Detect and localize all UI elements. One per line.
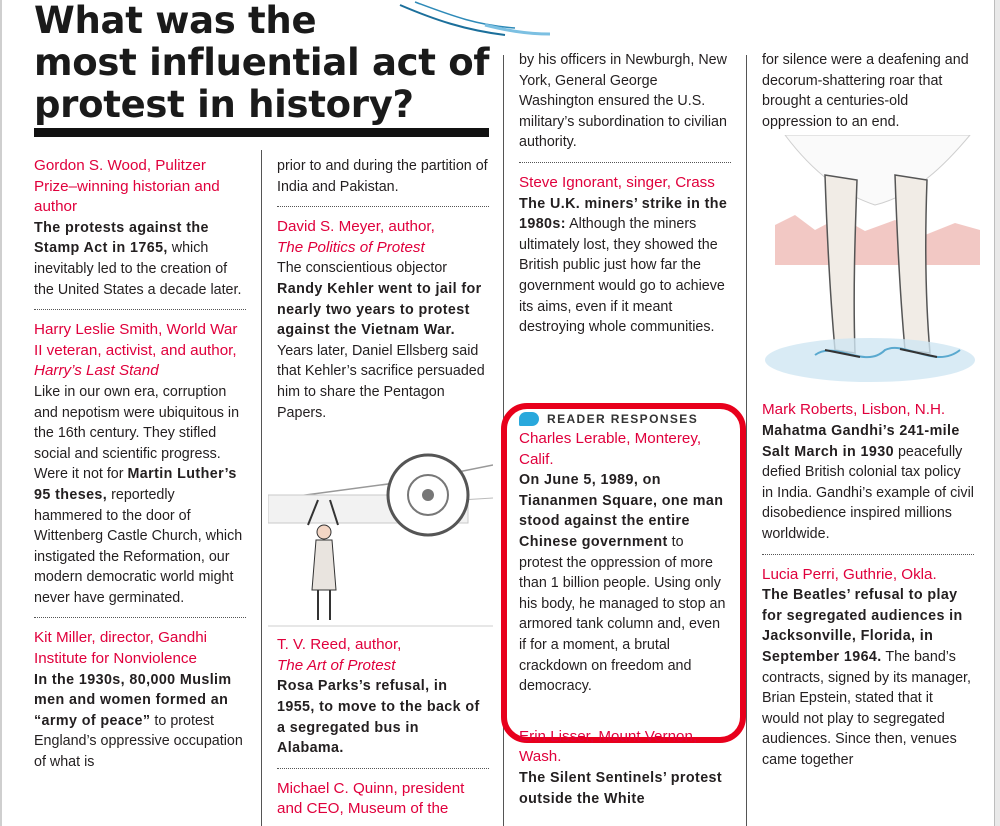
entry-divider xyxy=(34,309,246,310)
continued-text: for silence were a deafening and decorum-shattering roar that brought a centuries-old oppression to an end. xyxy=(762,52,969,130)
entry-divider xyxy=(762,554,974,555)
entry-divider xyxy=(277,768,489,769)
response-lead: Randy Kehler went to jail for nearly two years to protest against the Vietnam War. xyxy=(277,280,482,339)
response-body: which inevitably led to the creation of the United States a decade later. xyxy=(34,240,242,298)
response-lead: Rosa Parks’s refusal, in 1955, to move to the back of a segregated bus in Alabama. xyxy=(277,678,480,757)
reader-tag-text: READER RESPONSES xyxy=(547,411,699,426)
column-3 xyxy=(519,50,731,338)
response-body: to protest England’s oppressive occupation of what is xyxy=(34,712,243,771)
response-text xyxy=(34,670,246,773)
entry-divider xyxy=(34,617,246,618)
byline-erin-lisser: Erin Lisser, Mount Vernon, Wash. xyxy=(519,727,698,766)
response-body: Like in our own era, corruption and nepotism were ubiquitous in the 16th century. They stifled social and scientific progress. Were it not for xyxy=(34,383,240,483)
response-body: to protest the oppression of more than 1 billion people. Using only his body, he managed to stop an armored tank column and, even if for a moment, a brutal crackdown on freedom and democracy. xyxy=(519,533,726,695)
byline-gordon-wood: Gordon S. Wood, Pulitzer Prize–winning historian and author xyxy=(34,157,220,216)
response-text xyxy=(277,676,489,758)
response-body: Years later, Daniel Ellsberg said that Kehler’s sacrifice persuaded him to share the Pentagon Papers. xyxy=(277,342,485,421)
response-text xyxy=(762,585,974,770)
entry-divider xyxy=(277,206,489,207)
response-text xyxy=(519,768,731,809)
response-text xyxy=(762,421,974,545)
box-spacer xyxy=(519,697,731,727)
response-text xyxy=(277,258,489,423)
woman-lifting-car-illustration xyxy=(268,440,493,635)
continued-text: prior to and during the partition of India and Pakistan. xyxy=(277,158,488,195)
byline-lucia-perri: Lucia Perri, Guthrie, Okla. xyxy=(762,565,937,583)
gandhi-legs-illustration xyxy=(755,135,985,395)
response-body: Although the miners ultimately lost, they showed the British public just how far the government would go to achieve its aims, even if it meant destroying whole communities. xyxy=(519,216,725,336)
response-lead: The Silent Sentinels’ protest outside the White xyxy=(519,769,723,807)
response-body: peacefully defied British colonial tax policy in India. Gandhi’s example of civil disobedience inspired millions worldwide. xyxy=(762,443,974,542)
response-text xyxy=(34,218,246,300)
book-title: The Politics of Protest xyxy=(277,238,425,256)
entry-divider xyxy=(519,162,731,163)
response-lead: In the 1930s, 80,000 Muslim men and women formed an “army of peace” xyxy=(34,671,232,729)
byline-charles-lerable: Charles Lerable, Monterey, Calif. xyxy=(519,430,702,468)
byline-text: Harry Leslie Smith, World War II veteran, activist, and author, xyxy=(34,321,238,359)
speech-bubble-icon xyxy=(519,412,539,426)
book-title: The Art of Protest xyxy=(277,656,396,674)
response-body: reportedly hammered to the door of Wittenberg Castle Church, which instigated the Reformation, our modern democratic world might never have germinated. xyxy=(34,486,243,606)
byline-text: T. V. Reed, author, xyxy=(277,636,402,654)
byline-text: David S. Meyer, author, xyxy=(277,218,435,236)
byline-david-meyer xyxy=(277,217,489,258)
page-title: What was the most influential act of protest in history? xyxy=(34,0,490,126)
response-lead: Martin Luther’s 95 theses, xyxy=(34,466,237,503)
response-lead: The protests against the Stamp Act in 1765, xyxy=(34,219,209,257)
page-scroll-edge xyxy=(994,0,1000,826)
column-rule xyxy=(261,150,262,826)
response-lead: The Beatles’ refusal to play for segregated audiences in Jacksonville, Florida, in September 1964. xyxy=(762,587,963,665)
byline-tv-reed xyxy=(277,635,489,676)
byline-kit-miller: Kit Miller, director, Gandhi Institute for Nonviolence xyxy=(34,629,208,668)
byline-harry-smith xyxy=(34,320,246,382)
byline-steve-ignorant: Steve Ignorant, singer, Crass xyxy=(519,173,715,191)
column-1 xyxy=(34,156,246,773)
headline-rule xyxy=(34,128,489,137)
response-body: The conscientious objector xyxy=(277,260,448,277)
response-lead: On June 5, 1989, on Tiananmen Square, one man stood against the entire Chinese government xyxy=(519,472,724,550)
reader-responses-label xyxy=(519,409,731,429)
reader-responses xyxy=(519,409,731,809)
response-text xyxy=(34,382,246,609)
book-title: Harry’s Last Stand xyxy=(34,362,159,380)
column-rule xyxy=(746,55,747,826)
response-text xyxy=(519,194,731,338)
response-text xyxy=(519,470,731,697)
response-lead: Mahatma Gandhi’s 241-mile Salt March in 1930 xyxy=(762,422,960,460)
response-lead: The U.K. miners’ strike in the 1980s: xyxy=(519,195,728,233)
response-body: The band’s contracts, signed by its manager, Brian Epstein, stated that it would not play to segregated audiences. Since then, venues came together xyxy=(762,648,972,768)
byline-mark-roberts: Mark Roberts, Lisbon, N.H. xyxy=(762,401,946,419)
continued-text: by his officers in Newburgh, New York, General George Washington ensured the U.S. military’s subordination to civilian authority. xyxy=(519,52,727,151)
byline-michael-quinn: Michael C. Quinn, president and CEO, Museum of the xyxy=(277,779,465,818)
